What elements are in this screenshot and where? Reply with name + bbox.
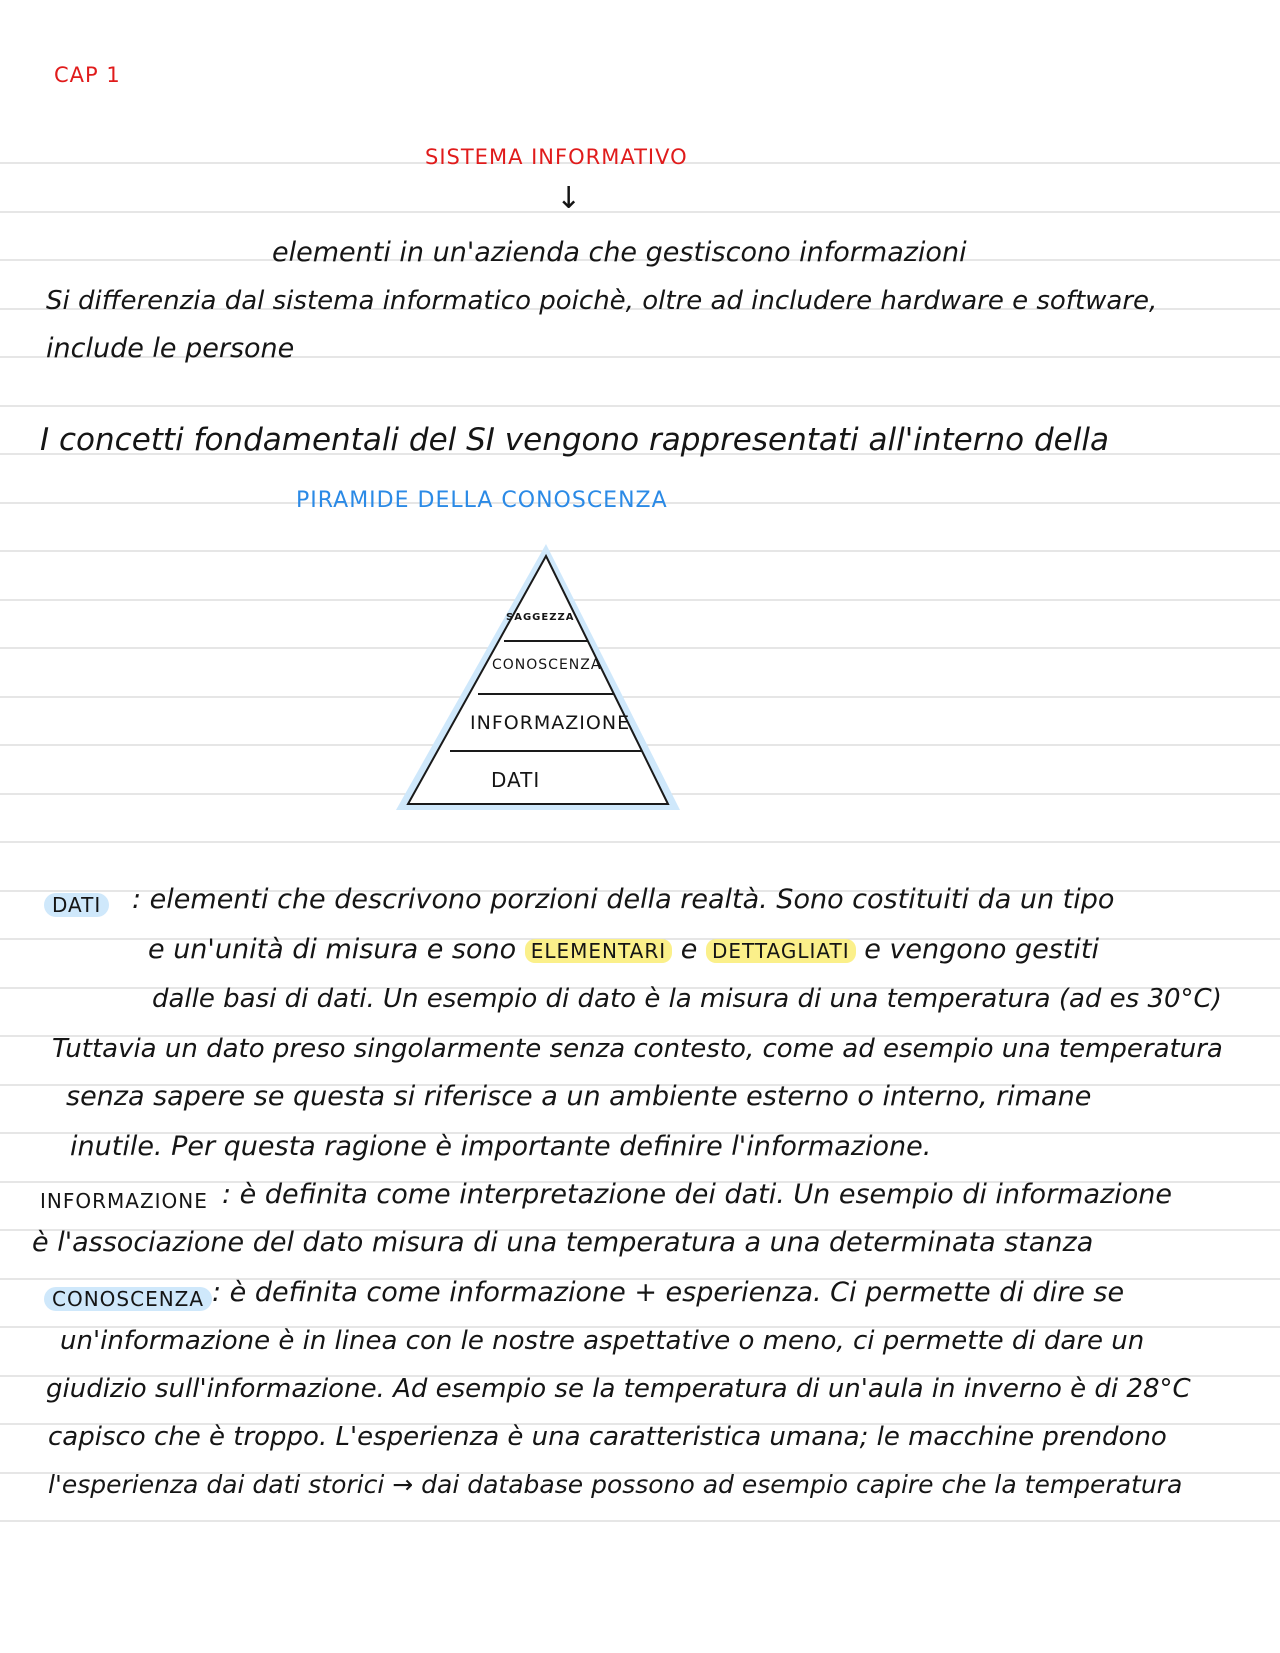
dati-line-4: Tuttavia un dato preso singolarmente senza contesto, come ad esempio una temperatura <box>52 1034 1223 1064</box>
term-informazione: INFORMAZIONE <box>40 1189 208 1213</box>
term-dati-highlight: DATI <box>44 893 109 917</box>
dati-line-3: dalle basi di dati. Un esempio di dato è la misura di una temperatura (ad es 30°C) <box>152 984 1222 1014</box>
pyramid-heading: PIRAMIDE DELLA CONOSCENZA <box>296 488 668 513</box>
info-line-1: : è definita come interpretazione dei dati. Un esempio di informazione <box>222 1179 1172 1210</box>
dati-line-2-a: e un'unità di misura e sono <box>148 934 517 965</box>
pyramid-level-informazione: INFORMAZIONE <box>470 712 631 734</box>
down-arrow-icon: ↓ <box>556 181 582 216</box>
dati-line-2 <box>148 933 1099 968</box>
con-line-3: giudizio sull'informazione. Ad esempio se la temperatura di un'aula in inverno è di 28°C <box>46 1374 1191 1404</box>
info-line-2: è l'associazione del dato misura di una temperatura a una determinata stanza <box>32 1227 1094 1258</box>
con-line-4: capisco che è troppo. L'esperienza è una caratteristica umana; le macchine prendono <box>48 1422 1167 1452</box>
dati-line-1: : elementi che descrivono porzioni della realtà. Sono costituiti da un tipo <box>132 884 1115 915</box>
term-conoscenza <box>44 1282 212 1316</box>
pyramid-level-conoscenza: CONOSCENZA <box>492 657 602 673</box>
con-line-1: : è definita come informazione + esperienza. Ci permette di dire se <box>212 1277 1125 1308</box>
section-title: SISTEMA INFORMATIVO <box>425 145 688 169</box>
highlight-dettagliati: DETTAGLIATI <box>706 939 856 963</box>
pyramid-level-dati: DATI <box>491 768 541 792</box>
section-definition: elementi in un'azienda che gestiscono informazioni <box>272 237 967 268</box>
dati-line-2-c: e vengono gestiti <box>864 934 1100 965</box>
con-line-5: l'esperienza dai dati storici → dai database possono ad esempio capire che la temperatura <box>48 1470 1183 1499</box>
difference-line-1: Si differenzia dal sistema informatico poichè, oltre ad includere hardware e software, <box>46 286 1158 316</box>
difference-line-2: include le persone <box>46 333 295 364</box>
chapter-label: CAP 1 <box>54 63 121 87</box>
term-conoscenza-highlight: CONOSCENZA <box>44 1287 212 1311</box>
dati-line-6: inutile. Per questa ragione è importante definire l'informazione. <box>70 1131 932 1162</box>
dati-line-2-b: e <box>680 934 698 965</box>
concepts-intro: I concetti fondamentali del SI vengono rappresentati all'interno della <box>40 422 1109 458</box>
highlight-elementari: ELEMENTARI <box>525 939 672 963</box>
con-line-2: un'informazione è in linea con le nostre aspettative o meno, ci permette di dare un <box>60 1326 1145 1356</box>
dati-line-5: senza sapere se questa si riferisce a un ambiente esterno o interno, rimane <box>66 1081 1092 1112</box>
term-dati <box>44 888 109 922</box>
pyramid-level-saggezza: SAGGEZZA <box>506 612 575 623</box>
